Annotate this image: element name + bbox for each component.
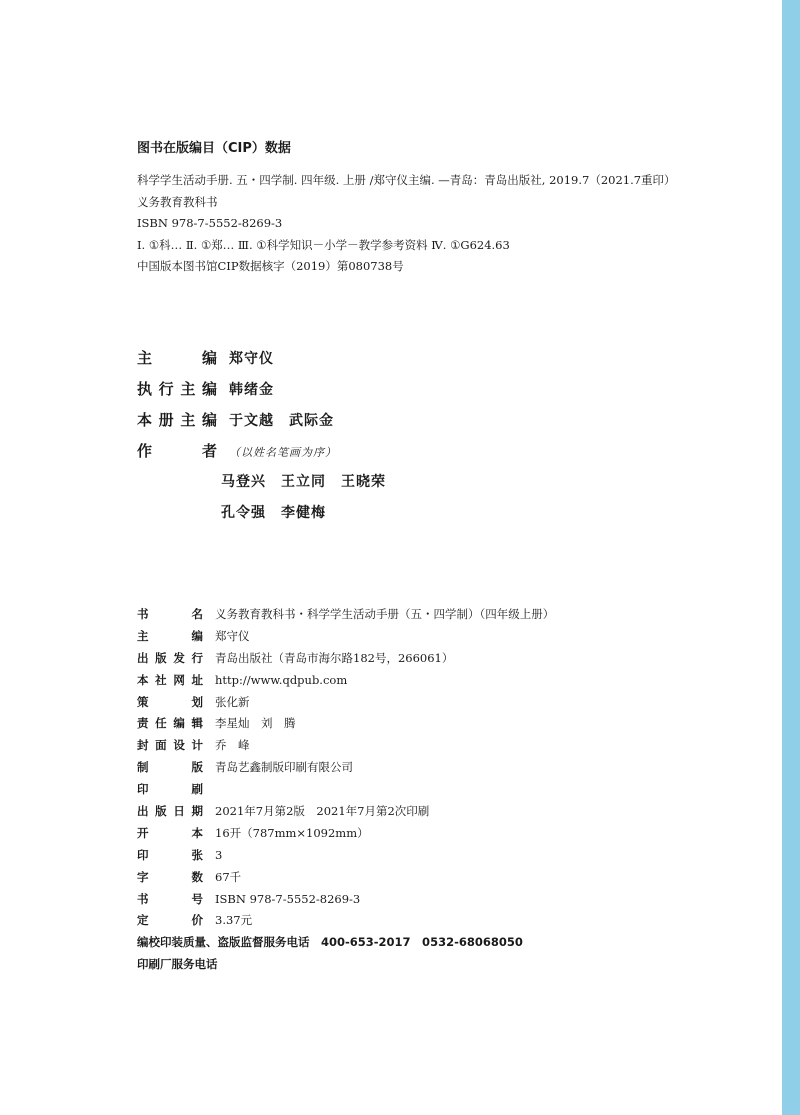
spec-row xyxy=(137,891,697,913)
authors-line-1: 马登兴 王立同 王晓荣 xyxy=(221,474,386,490)
credit-label: 作 者 xyxy=(137,442,217,460)
credit-value: 于文越 武际金 xyxy=(229,413,334,429)
spec-row xyxy=(137,759,697,781)
spec-label: 字 数 xyxy=(137,869,203,884)
spec-row xyxy=(137,694,697,716)
spec-label: 书 号 xyxy=(137,891,203,906)
spec-label: 策 划 xyxy=(137,694,203,709)
printer-phone: 印刷厂服务电话 xyxy=(137,957,218,972)
spec-row xyxy=(137,912,697,934)
spec-row xyxy=(137,650,697,672)
spec-label: 本社网址 xyxy=(137,672,203,687)
credit-volume-editor xyxy=(137,409,637,440)
credit-value xyxy=(229,444,337,460)
spec-value: 义务教育教科书・科学学生活动手册（五・四学制）（四年级上册） xyxy=(215,607,555,621)
spec-value: 李星灿 刘 腾 xyxy=(215,716,296,731)
spec-label: 出版日期 xyxy=(137,804,203,819)
cip-line-isbn: ISBN 978-7-5552-8269-3 xyxy=(137,216,283,230)
spec-row xyxy=(137,781,697,803)
cip-title: 图书在版编目（CIP）数据 xyxy=(137,141,291,156)
spec-label: 开 本 xyxy=(137,825,203,840)
spec-label: 主 编 xyxy=(137,628,203,643)
credit-value: 郑守仪 xyxy=(229,351,274,367)
spec-value: 青岛艺鑫制版印刷有限公司 xyxy=(215,760,353,775)
spec-value: 青岛出版社（青岛市海尔路182号，266061） xyxy=(215,650,454,665)
spec-label: 书 名 xyxy=(137,607,203,621)
spec-row xyxy=(137,847,697,869)
spec-value: 3.37元 xyxy=(215,913,253,928)
spec-row xyxy=(137,606,697,628)
authors-line-2: 孔令强 李健梅 xyxy=(221,505,326,521)
credit-value: 韩绪金 xyxy=(229,382,274,398)
spec-label: 定 价 xyxy=(137,913,203,928)
credit-exec-editor xyxy=(137,378,637,409)
spec-value: 乔 峰 xyxy=(215,738,250,753)
cip-line-classification: Ⅰ. ①科… Ⅱ. ①郑… Ⅲ. ①科学知识－小学－教学参考资料 Ⅳ. ①G624.63 xyxy=(137,237,510,252)
specs-block xyxy=(137,606,697,978)
spec-label: 印 张 xyxy=(137,847,203,862)
spec-value: http://www.qdpub.com xyxy=(215,672,348,687)
credit-label: 本册主编 xyxy=(137,411,217,429)
spec-row xyxy=(137,803,697,825)
spec-label: 制 版 xyxy=(137,760,203,775)
spec-value: 郑守仪 xyxy=(215,628,250,643)
spec-label: 出版发行 xyxy=(137,650,203,665)
spec-row xyxy=(137,737,697,759)
authors-order-note: （以姓名笔画为序） xyxy=(229,446,337,459)
cip-line-series: 义务教育教科书 xyxy=(137,194,218,209)
credit-chief-editor xyxy=(137,347,637,378)
spec-label: 责任编辑 xyxy=(137,716,203,731)
spec-row xyxy=(137,715,697,737)
credits-block xyxy=(137,347,637,533)
spec-value: ISBN 978-7-5552-8269-3 xyxy=(215,891,361,906)
spec-value: 张化新 xyxy=(215,694,250,709)
spec-label: 印 刷 xyxy=(137,782,203,797)
credit-label: 执行主编 xyxy=(137,380,217,398)
spec-value: 16开（787mm×1092mm） xyxy=(215,825,369,840)
quality-hotline: 编校印装质量、盗版监督服务电话 400-653-2017 0532-68068050 xyxy=(137,935,523,950)
cip-block xyxy=(137,137,757,278)
spec-value: 3 xyxy=(215,847,223,862)
cip-line-verification: 中国版本图书馆CIP数据核字（2019）第080738号 xyxy=(137,259,404,273)
spec-label: 封面设计 xyxy=(137,738,203,753)
credit-label: 主 编 xyxy=(137,349,217,367)
side-color-stripe xyxy=(782,0,800,1115)
cip-line-title-record: 科学学生活动手册. 五・四学制. 四年级. 上册 /郑守仪主编. —青岛：青岛出版社, 2019.7（2021.7重印） xyxy=(137,173,676,187)
spec-row xyxy=(137,672,697,694)
spec-row xyxy=(137,869,697,891)
credit-authors xyxy=(137,440,637,471)
spec-row xyxy=(137,825,697,847)
spec-value: 2021年7月第2版 2021年7月第2次印刷 xyxy=(215,804,430,819)
spec-value: 67千 xyxy=(215,869,242,884)
spec-row xyxy=(137,628,697,650)
